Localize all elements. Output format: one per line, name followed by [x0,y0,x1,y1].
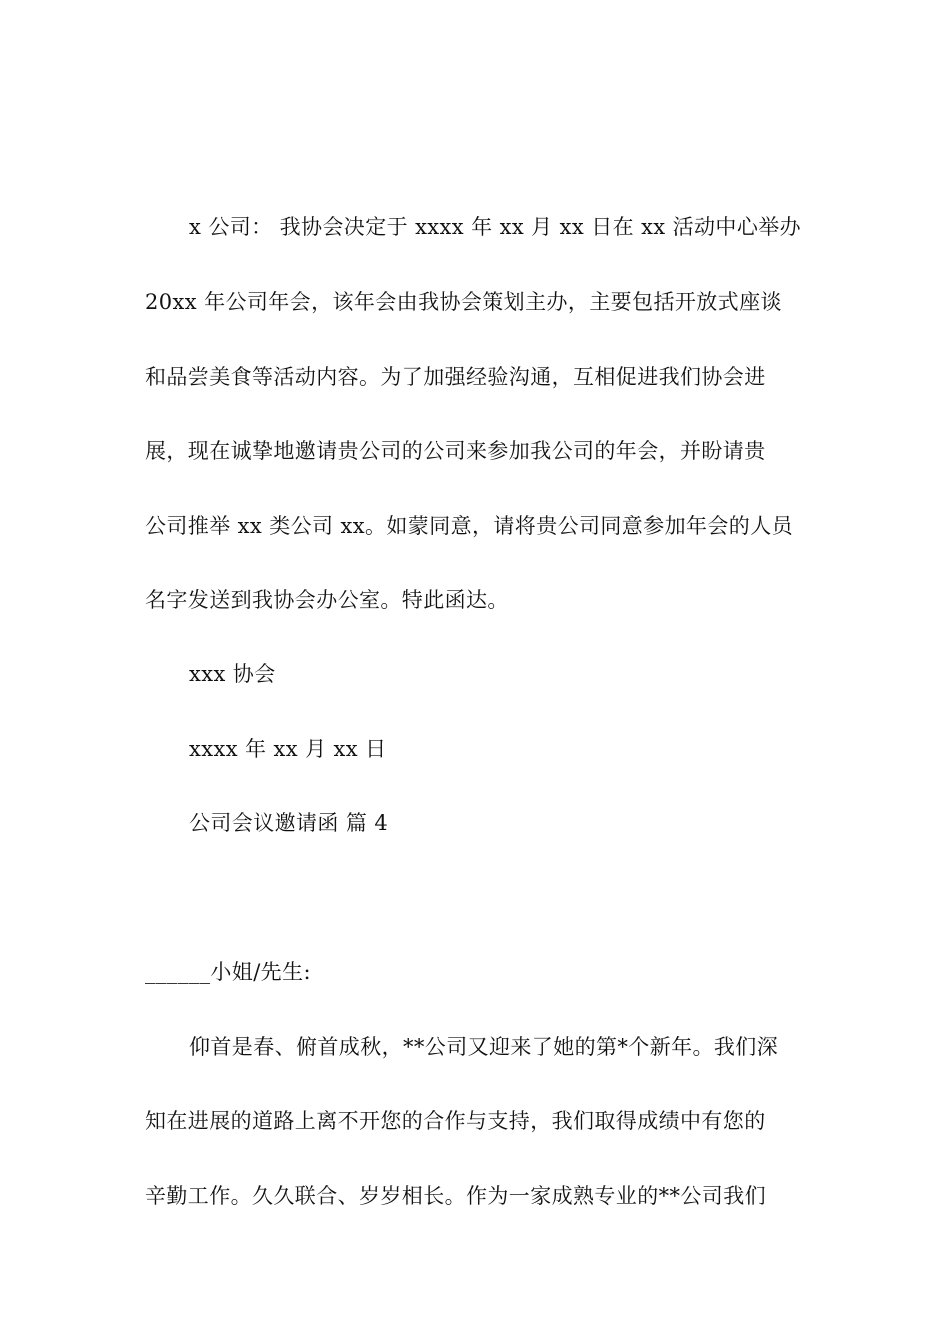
signature: xxx 协会 [189,662,276,686]
letter1-line-1: x 公司： 我协会决定于 xxxx 年 xx 月 xx 日在 xx 活动中心举办 [189,215,802,239]
letter1-line-6: 名字发送到我协会办公室。特此函达。 [145,588,509,612]
letter2-line-1: 仰首是春、俯首成秋，**公司又迎来了她的第*个新年。我们深 [189,1035,779,1059]
letter2-line-3: 辛勤工作。久久联合、岁岁相长。作为一家成熟专业的**公司我们 [145,1184,766,1208]
letter2-line-2: 知在进展的道路上离不开您的合作与支持，我们取得成绩中有您的 [145,1109,766,1133]
section-heading: 公司会议邀请函 篇 4 [189,811,389,835]
salutation: ______小姐/先生: [145,960,311,984]
letter1-line-4: 展，现在诚挚地邀请贵公司的公司来参加我公司的年会，并盼请贵 [145,439,766,463]
letter1-line-2: 20xx 年公司年会，该年会由我协会策划主办，主要包括开放式座谈 [145,290,782,314]
letter1-line-3: 和品尝美食等活动内容。为了加强经验沟通，互相促进我们协会进 [145,365,766,389]
letter1-line-5: 公司推举 xx 类公司 xx。如蒙同意，请将贵公司同意参加年会的人员 [145,514,793,538]
signature-date: xxxx 年 xx 月 xx 日 [189,737,387,761]
